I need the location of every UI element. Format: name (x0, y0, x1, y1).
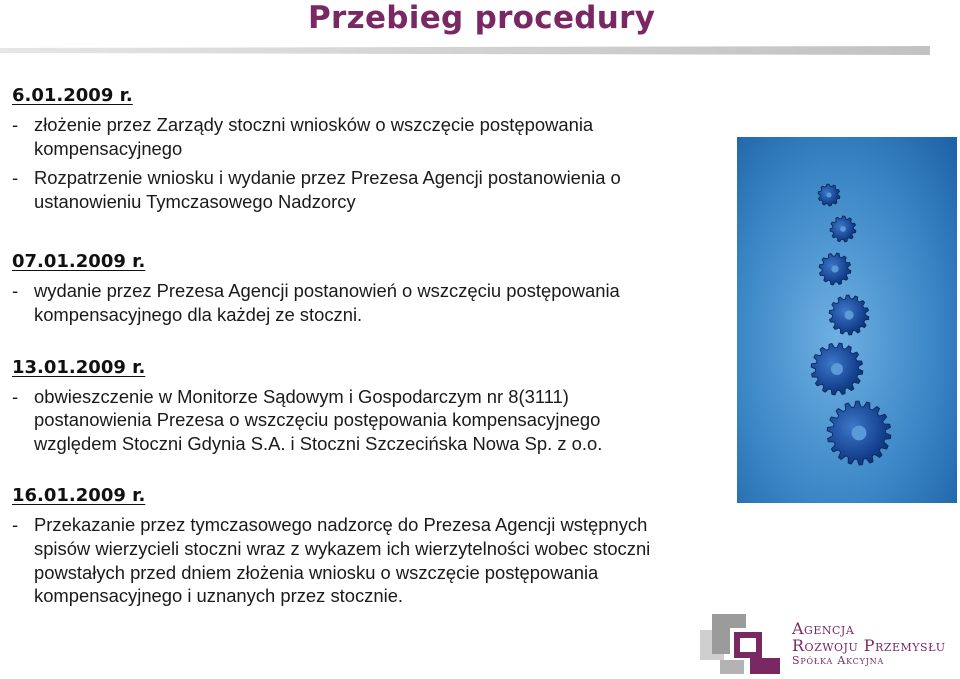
entry-line: spisów wierzycieli stoczni wraz z wykazem ich wierzytelności wobec stoczni (34, 537, 651, 559)
company-logo (700, 608, 958, 678)
gear-hub-icon (831, 363, 843, 375)
entry-line: powstałych przed dniem złożenia wniosku o wszczęcie postępowania (34, 561, 599, 583)
gear-hub-icon (844, 310, 853, 319)
logo-name-line3: Spółka Akcyjna (792, 654, 885, 667)
timeline-entry (12, 85, 712, 213)
logo-name-line2: Rozwoju Przemysłu (792, 636, 946, 655)
entry-date: 6.01.2009 r. (12, 85, 133, 106)
entry-line: - złożenie przez Zarządy stoczni wniosków o wszczęcie postępowania (12, 114, 594, 135)
entry-line: kompensacyjnego dla każdej ze stoczni. (34, 303, 363, 325)
entry-line: kompensacyjnego i uznanych przez stocznie. (34, 585, 404, 607)
entry-date: 16.01.2009 r. (12, 485, 146, 507)
gear-hub-icon (827, 193, 832, 198)
logo-mark-icon (700, 608, 784, 678)
page-title: Przebieg procedury (308, 0, 656, 36)
entry-line: - wydanie przez Prezesa Agencji postanowień o wszczęciu postępowania (12, 280, 620, 302)
entry-line: względem Stoczni Gdynia S.A. i Stoczni Szczecińska Nowa Sp. z o.o. (34, 432, 603, 454)
entry-line: postanowienia Prezesa o wszczęciu postępowania kompensacyjnego (34, 409, 601, 431)
logo-name-line1: Agencja (792, 619, 855, 638)
timeline-entry (12, 357, 712, 456)
timeline-entry (12, 485, 712, 607)
entry-line: kompensacyjnego (34, 137, 183, 159)
entry-date: 07.01.2009 r. (12, 251, 146, 273)
timeline-entry (12, 251, 712, 326)
title-divider (0, 46, 930, 56)
entry-line: - Przekazanie przez tymczasowego nadzorcę do Prezesa Agencji wstępnych (12, 514, 648, 536)
procedure-timeline (12, 85, 712, 608)
entry-line: - obwieszczenie w Monitorze Sądowym i Gospodarczym nr 8(3111) (12, 385, 569, 407)
entry-line: - Rozpatrzenie wniosku i wydanie przez Prezesa Agencji postanowienia o (12, 167, 621, 189)
gear-hub-icon (831, 265, 838, 272)
gear-hub-icon (840, 226, 846, 232)
gear-hub-icon (852, 426, 867, 441)
entry-line: ustanowieniu Tymczasowego Nadzorcy (34, 190, 356, 212)
gears-image (737, 137, 957, 503)
entry-date: 13.01.2009 r. (12, 356, 146, 378)
